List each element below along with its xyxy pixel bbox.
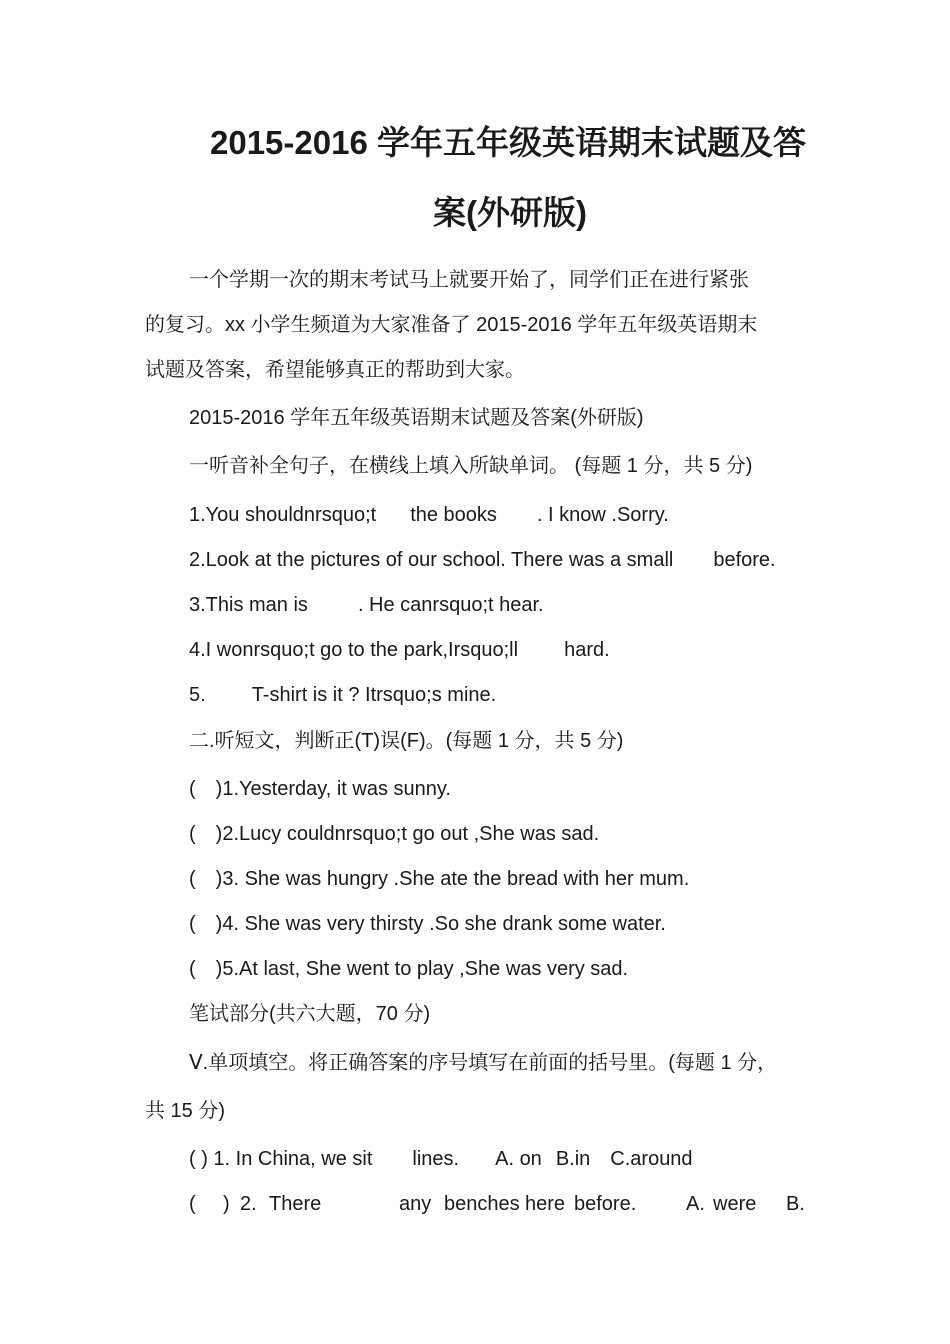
section1-item-2: [189, 547, 776, 573]
section1-item-1: [189, 502, 669, 528]
answer-paren: (: [189, 823, 196, 845]
section2-item-5: [189, 956, 628, 982]
item-text: )5.At last, She went to play ,She was very sad.: [215, 958, 629, 980]
item-text: 4.I wonrsquo;t go to the park,Irsquo;ll: [189, 639, 519, 661]
answer-paren: (: [189, 958, 196, 980]
item-text: 5.: [189, 684, 206, 706]
question-text: ): [223, 1193, 230, 1215]
section5-heading-line-2: 共 15 分): [145, 1100, 226, 1122]
section1-item-5: [189, 682, 496, 708]
question-text: lines.: [412, 1148, 460, 1170]
item-text: )1.Yesterday, it was sunny.: [215, 778, 451, 800]
written-part-heading: 笔试部分(共六大题，70 分): [189, 1003, 431, 1025]
item-text: 1.You shouldnrsquo;t: [189, 504, 377, 526]
item-text: the books: [410, 504, 497, 526]
question-text: here: [525, 1193, 566, 1215]
question-text: before.: [574, 1193, 637, 1215]
document-title-line-2: 案(外研版): [433, 194, 587, 231]
item-text: 2.Look at the pictures of our school. There was a small: [189, 549, 674, 571]
section2-item-3: [189, 866, 689, 892]
item-text: )4. She was very thirsty .So she drank some water.: [215, 913, 666, 935]
option-b: B.in: [555, 1148, 591, 1170]
question-text: 2.: [240, 1193, 257, 1215]
question-text: There: [269, 1193, 322, 1215]
section5-heading-line-1: Ⅴ.单项填空。将正确答案的序号填写在前面的括号里。(每题 1 分，: [189, 1052, 778, 1074]
item-text: hard.: [564, 639, 610, 661]
document-title-line-1: 2015-2016 学年五年级英语期末试题及答: [210, 124, 806, 161]
question-text: ( ) 1. In China, we sit: [189, 1148, 373, 1170]
item-text: before.: [713, 549, 776, 571]
answer-paren: (: [189, 913, 196, 935]
intro-line-3: 试题及答案，希望能够真正的帮助到大家。: [145, 359, 525, 381]
option-a: A.: [686, 1193, 705, 1215]
option-a-text: were: [713, 1193, 757, 1215]
item-text: . He canrsquo;t hear.: [357, 594, 544, 616]
intro-line-1: 一个学期一次的期末考试马上就要开始了，同学们正在进行紧张: [189, 269, 749, 291]
section2-item-1: [189, 776, 451, 802]
section1-item-4: [189, 637, 610, 663]
section1-heading: 一听音补全句子，在横线上填入所缺单词。 (每题 1 分，共 5 分): [189, 455, 753, 477]
option-a: A. on: [495, 1148, 542, 1170]
answer-paren: (: [189, 868, 196, 890]
option-b: B.: [786, 1193, 805, 1215]
section1-item-3: [189, 592, 544, 618]
item-text: T-shirt is it ? Itrsquo;s mine.: [251, 684, 497, 706]
section2-item-4: [189, 911, 666, 937]
answer-paren: (: [189, 778, 196, 800]
question-text: (: [189, 1193, 196, 1215]
option-c: C.around: [610, 1148, 693, 1170]
section2-heading: 二.听短文，判断正(T)误(F)。(每题 1 分，共 5 分): [189, 730, 624, 752]
intro-line-2: 的复习。xx 小学生频道为大家准备了 2015-2016 学年五年级英语期末: [145, 314, 758, 336]
section2-item-2: [189, 821, 599, 847]
question-text: any: [399, 1193, 432, 1215]
item-text: )2.Lucy couldnrsquo;t go out ,She was sad.: [215, 823, 600, 845]
section5-question-1: [189, 1146, 693, 1172]
question-text: benches: [444, 1193, 520, 1215]
item-text: )3. She was hungry .She ate the bread with her mum.: [215, 868, 690, 890]
item-text: 3.This man is: [189, 594, 308, 616]
item-text: . I know .Sorry.: [536, 504, 669, 526]
subtitle: 2015-2016 学年五年级英语期末试题及答案(外研版): [189, 407, 644, 429]
